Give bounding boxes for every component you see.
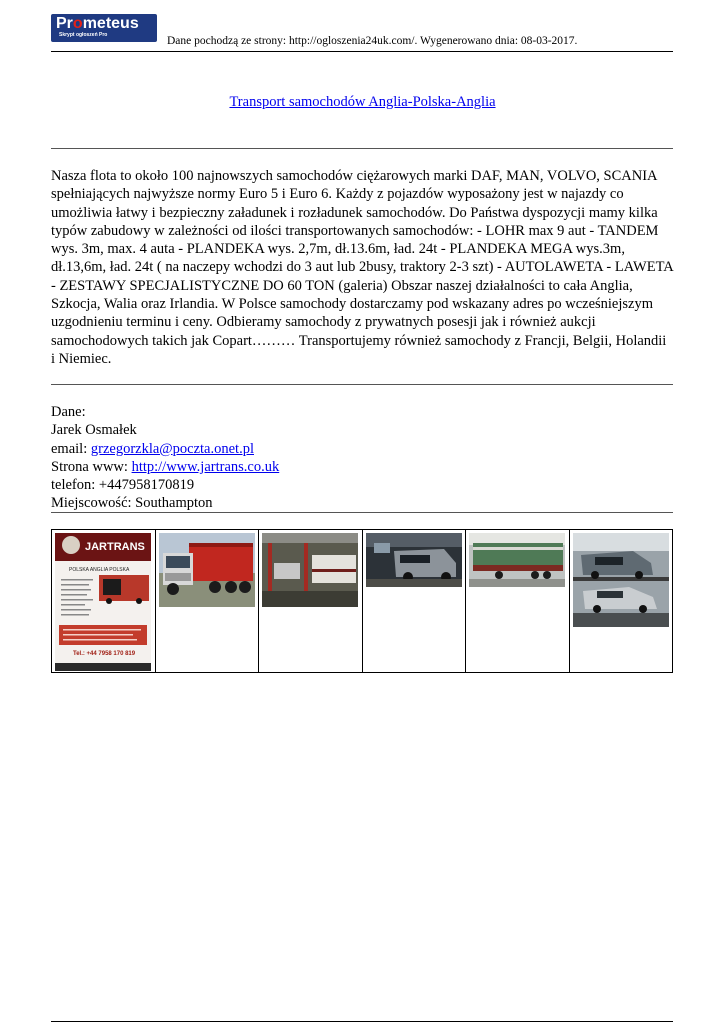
website-link[interactable]: http://www.jartrans.co.uk <box>131 458 280 475</box>
van-carrier-photo[interactable] <box>366 533 463 587</box>
flyer-route: POLSKA ANGLIA POLSKA <box>69 567 130 573</box>
contact-name: Jarek Osmałek <box>51 422 137 439</box>
gallery-cell <box>466 530 570 672</box>
source-note: Dane pochodzą ze strony: http://ogloszenia24uk.com/. Wygenerowano dnia: 08-03-2017. <box>167 35 578 47</box>
gallery-cell <box>259 530 363 672</box>
jartrans-flyer-image[interactable] <box>55 533 152 671</box>
prometeus-logo: Prometeus Skrypt ogłoszeń Pro <box>51 14 157 42</box>
gallery-cell <box>570 530 673 672</box>
flyer-brand: JARTRANS <box>85 541 145 553</box>
gallery-cell <box>156 530 260 672</box>
photo-gallery <box>51 529 673 673</box>
listing-description: Nasza flota to około 100 najnowszych samochodów ciężarowych marki DAF, MAN, VOLVO, SCANIA spełniających najwyższe normy Euro 5 i Euro 6. Każdy z pojazdów wyposażony jest w najazdy co umożliwia łatwy i bezpieczny załadunek i rozładunek samochodów. Do Państwa dyspozycji mamy kilka typów zabudowy w zależności od ilości transportowanych samochodów: - LOHR max 9 aut - TANDEM wys. 3m, max. 4 auta - PLANDEKA wys. 2,7m, dł.13.6m, ład. 24t - PLANDEKA MEGA wys.3m, dł.13,6m, ład. 24t ( na naczepy wchodzi do 3 aut lub 2busy, traktory 2-3 szt) - AUTOLAWETA - LAWETA - ZESTAWY SPECJALISTYCZNE DO 60 TON (galeria) Obszar naszej działalności to cała Anglia, Szkocja, Walia oraz Irlandia. W Polsce samochody dostarczamy pod wskazany adres po wcześniejszym uzgodnieniu terminu i ceny. Odbieramy samochody z prywatnych posesji jak i również aukcji samochodowych takich jak Copart……… Transportujemy również samochody z Francji, Belgii, Holandii i Niemiec. <box>51 168 673 367</box>
email-link[interactable]: grzegorzkla@poczta.onet.pl <box>90 440 254 457</box>
divider <box>51 512 673 513</box>
listing-title <box>0 94 725 111</box>
footer-divider <box>51 1021 673 1022</box>
gallery-cell <box>363 530 467 672</box>
listing-title-link[interactable]: Transport samochodów Anglia-Polska-Anglia <box>229 94 496 110</box>
divider <box>51 384 673 385</box>
car-carrier-photo[interactable] <box>573 533 670 627</box>
contact-www-row: Strona www: http://www.jartrans.co.uk <box>51 458 280 475</box>
contact-block <box>51 403 673 513</box>
header-divider <box>51 51 673 52</box>
contact-heading: Dane: <box>51 404 86 420</box>
flyer-phone: Tel.: +44 7958 170 819 <box>73 651 136 657</box>
contact-email-row: email: grzegorzkla@poczta.onet.pl <box>51 440 254 457</box>
contact-phone: telefon: +447958170819 <box>51 477 195 494</box>
page-header <box>51 14 673 52</box>
contact-city: Miejscowość: Southampton <box>51 495 213 512</box>
loaded-trailer-photo[interactable] <box>262 533 359 607</box>
open-trailer-photo[interactable] <box>469 533 566 587</box>
gallery-cell <box>52 530 156 672</box>
red-truck-photo[interactable] <box>159 533 256 607</box>
divider <box>51 148 673 149</box>
